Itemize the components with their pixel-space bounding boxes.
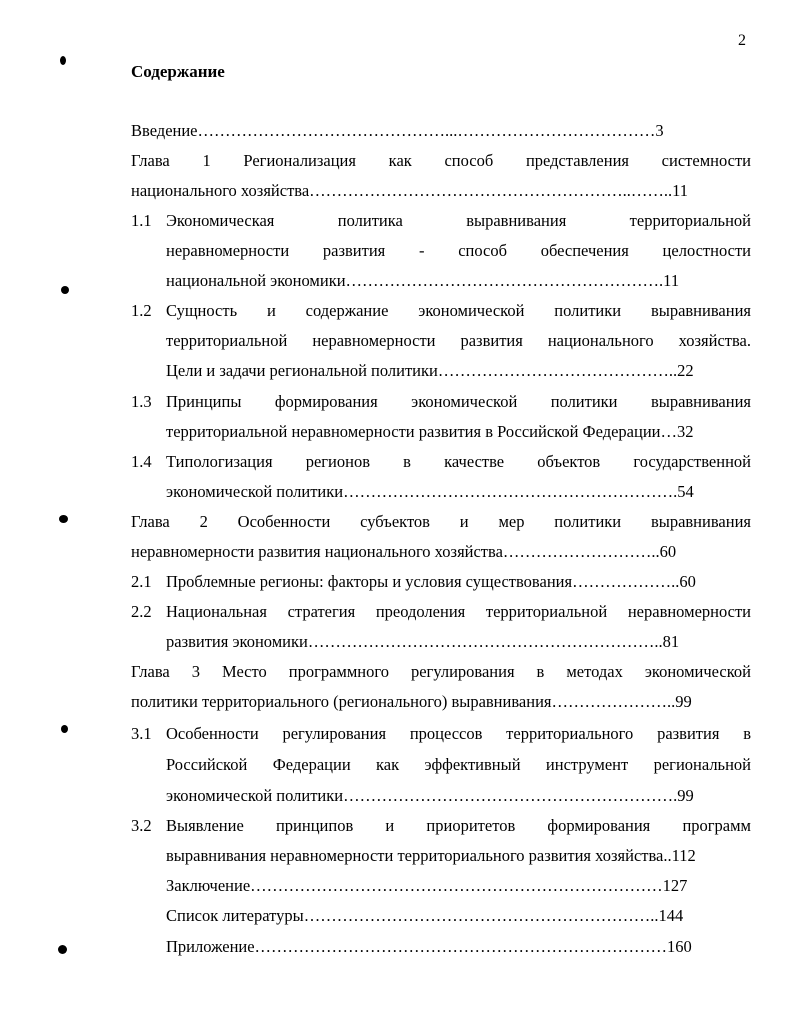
scan-speck bbox=[61, 286, 69, 294]
toc-entry-intro: Введение………………………………………...………………………………3 bbox=[131, 121, 664, 140]
section-number: 1.2 bbox=[131, 301, 152, 320]
entry-text-line: выравнивания неравномерности территориального развития хозяйства..112 bbox=[166, 846, 696, 865]
entry-text-line: Глава 3 Место программного регулирования в методах экономической bbox=[131, 662, 751, 681]
entry-text-line: национального хозяйства…………………………………………………..……..11 bbox=[131, 181, 689, 200]
entry-text-line: политики территориального (регионального) выравнивания…………………..99 bbox=[131, 692, 692, 711]
section-number: 2.2 bbox=[131, 602, 152, 621]
page-number: 2 bbox=[738, 32, 746, 49]
entry-text-line: неравномерности развития национального хозяйства………………………..60 bbox=[131, 542, 677, 561]
entry-text-line: Принципы формирования экономической политики выравнивания bbox=[166, 392, 751, 411]
toc-entry-appendix: Приложение…………………………………………………………………160 bbox=[166, 937, 692, 956]
scan-speck bbox=[61, 725, 68, 733]
section-number: 2.1 bbox=[131, 572, 152, 591]
scan-speck bbox=[59, 515, 68, 523]
scan-speck bbox=[60, 56, 66, 65]
toc-entry-references: Список литературы………………………………………………………..144 bbox=[166, 906, 684, 925]
scan-speck bbox=[58, 945, 67, 954]
entry-text-line: территориальной неравномерности развития национального хозяйства. bbox=[166, 331, 751, 350]
entry-text-line: Проблемные регионы: факторы и условия существования………………..60 bbox=[166, 572, 696, 591]
toc-title: Содержание bbox=[131, 62, 225, 81]
entry-text-line: Типологизация регионов в качестве объектов государственной bbox=[166, 452, 751, 471]
entry-text-line: Сущность и содержание экономической политики выравнивания bbox=[166, 301, 751, 320]
entry-text-line: территориальной неравномерности развития в Российской Федерации…32 bbox=[166, 422, 694, 441]
entry-text-line: развития экономики………………………………………………………..81 bbox=[166, 632, 680, 651]
entry-text-line: Цели и задачи региональной политики……………………………………..22 bbox=[166, 361, 694, 380]
section-number: 1.3 bbox=[131, 392, 152, 411]
section-number: 3.1 bbox=[131, 724, 152, 743]
entry-text-line: Экономическая политика выравнивания территориальной bbox=[166, 211, 751, 230]
entry-text-line: неравномерности развития - способ обеспечения целостности bbox=[166, 241, 751, 260]
section-number: 1.4 bbox=[131, 452, 152, 471]
toc-entry-conclusion: Заключение…………………………………………………………………127 bbox=[166, 876, 688, 895]
section-number: 1.1 bbox=[131, 211, 152, 230]
entry-text-line: экономической политики…………………………………………………….54 bbox=[166, 482, 694, 501]
entry-text-line: Российской Федерации как эффективный инструмент региональной bbox=[166, 755, 751, 774]
entry-text-line: Глава 1 Регионализация как способ представления системности bbox=[131, 151, 751, 170]
entry-text-line: национальной экономики………………………………………………….11 bbox=[166, 271, 680, 290]
entry-text-line: Особенности регулирования процессов территориального развития в bbox=[166, 724, 751, 743]
section-number: 3.2 bbox=[131, 816, 152, 835]
entry-text-line: Глава 2 Особенности субъектов и мер политики выравнивания bbox=[131, 512, 751, 531]
entry-text-line: Выявление принципов и приоритетов формирования программ bbox=[166, 816, 751, 835]
entry-text-line: Национальная стратегия преодоления территориальной неравномерности bbox=[166, 602, 751, 621]
entry-text-line: экономической политики…………………………………………………….99 bbox=[166, 786, 694, 805]
